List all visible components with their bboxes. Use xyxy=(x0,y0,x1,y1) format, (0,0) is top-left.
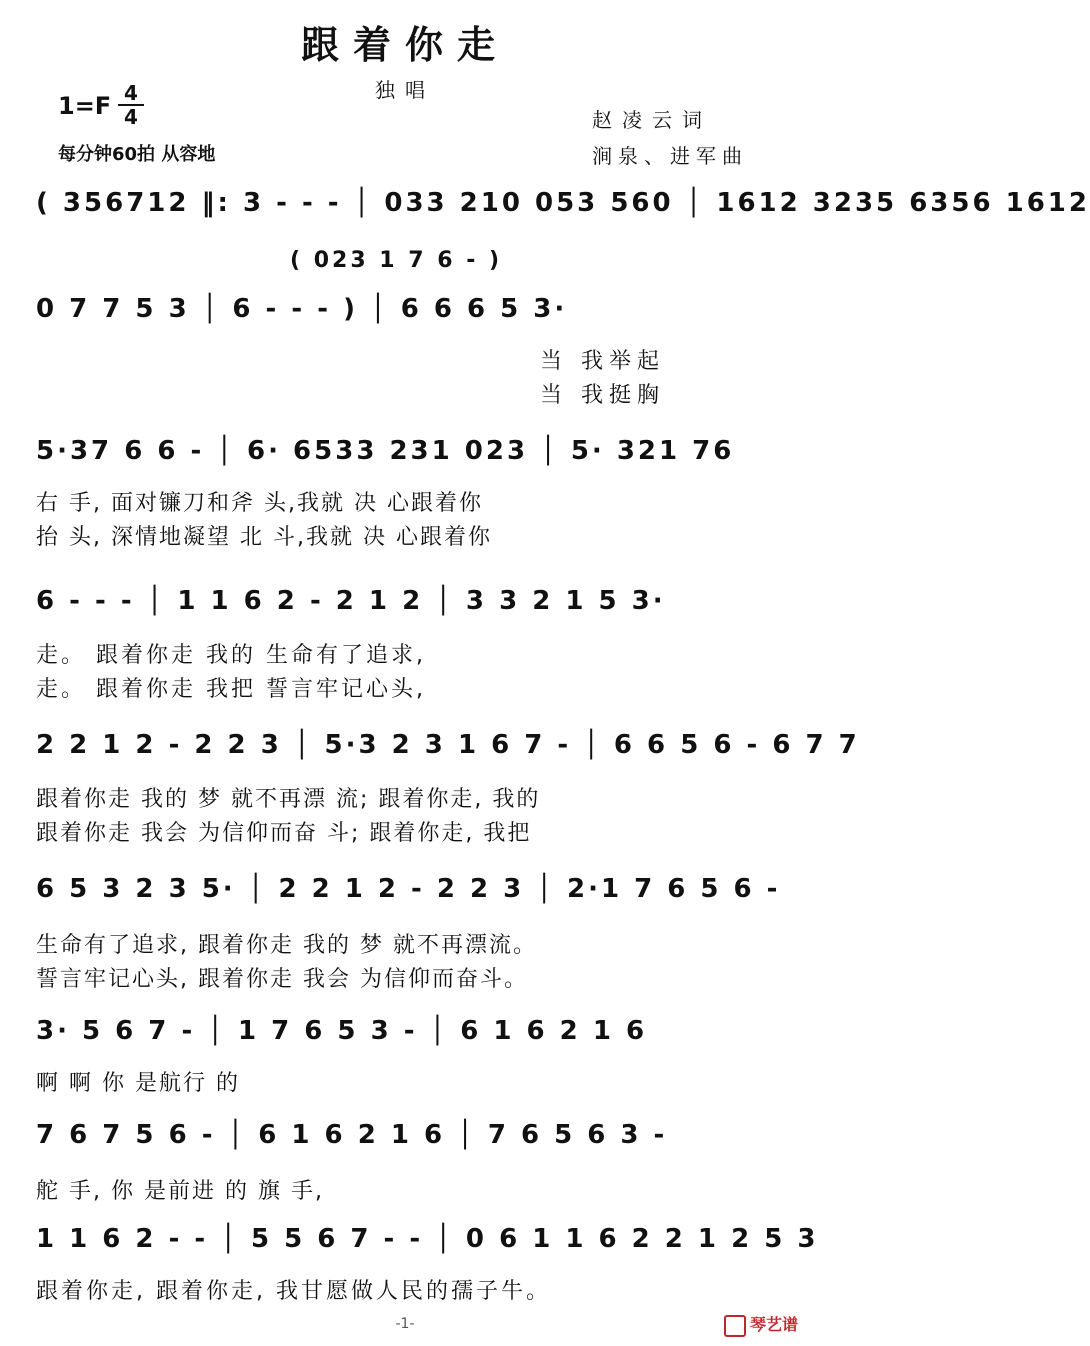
tempo-marking: 每分钟60拍 从容地 xyxy=(58,144,216,165)
logo-icon xyxy=(724,1315,746,1337)
time-signature xyxy=(118,82,144,128)
time-bottom: 4 xyxy=(118,104,144,128)
lyricist-credit: 赵凌云词 xyxy=(592,108,712,132)
lyrics-verse-2: 跟着你走 我会 为信仰而奋 斗; 跟着你走, 我把 xyxy=(36,821,532,846)
staff-row: 3· 5 6 7 - │ 1 7 6 5 3 - │ 6 1 6 2 1 6 xyxy=(36,1016,648,1046)
lyrics-verse-1: 当 我举起 xyxy=(540,349,665,374)
lyrics-verse-1: 舵 手, 你 是前进 的 旗 手, xyxy=(36,1179,324,1204)
lyrics-verse-1: 生命有了追求, 跟着你走 我的 梦 就不再漂流。 xyxy=(36,933,537,958)
lyrics-verse-2: 誓言牢记心头, 跟着你走 我会 为信仰而奋斗。 xyxy=(36,967,528,992)
lyrics-verse-2: 走。 跟着你走 我把 誓言牢记心头, xyxy=(36,677,426,702)
staff-row: 6 - - - │ 1 1 6 2 - 2 1 2 │ 3 3 2 1 5 3· xyxy=(36,586,666,616)
lyrics-verse-1: 右 手, 面对镰刀和斧 头,我就 决 心跟着你 xyxy=(36,491,483,516)
performance-type: 独唱 xyxy=(375,78,435,102)
lyrics-verse-2: 当 我挺胸 xyxy=(540,383,665,408)
staff-row: 6 5 3 2 3 5· │ 2 2 1 2 - 2 2 3 │ 2·1 7 6 5 6 - xyxy=(36,874,781,904)
site-logo xyxy=(724,1312,798,1337)
staff-row: 0 7 7 5 3 │ 6 - - - ) │ 6 6 6 5 3· xyxy=(36,294,568,324)
lyrics-verse-1: 跟着你走, 跟着你走, 我甘愿做人民的孺子牛。 xyxy=(36,1279,551,1304)
staff-row: 2 2 1 2 - 2 2 3 │ 5·3 2 3 1 6 7 - │ 6 6 5 6 - 6 7 7 xyxy=(36,730,860,760)
lyrics-verse-1: 啊 啊 你 是航行 的 xyxy=(36,1071,240,1096)
key-signature: 1=F xyxy=(58,92,112,120)
lyrics-verse-1: 跟着你走 我的 梦 就不再漂 流; 跟着你走, 我的 xyxy=(36,787,541,812)
staff-row: 5·37 6 6 - │ 6· 6533 231 023 │ 5· 321 76 xyxy=(36,436,735,466)
lyrics-verse-1: 走。 跟着你走 我的 生命有了追求, xyxy=(36,643,426,668)
staff-row: 7 6 7 5 6 - │ 6 1 6 2 1 6 │ 7 6 5 6 3 - xyxy=(36,1120,668,1150)
logo-text: 琴艺谱 xyxy=(749,1315,798,1334)
staff-row: ( 356712 ‖: 3 - - - │ 033 210 053 560 │ 1612 3235 6356 1612 xyxy=(36,188,1090,218)
page-number: -1- xyxy=(395,1316,415,1332)
composer-credit: 涧泉、进军曲 xyxy=(592,144,748,168)
staff-row: 1 1 6 2 - - │ 5 5 6 7 - - │ 0 6 1 1 6 2 2 1 2 5 3 xyxy=(36,1224,819,1254)
lyrics-verse-2: 抬 头, 深情地凝望 北 斗,我就 决 心跟着你 xyxy=(36,525,492,550)
song-title: 跟着你走 xyxy=(300,23,509,67)
time-top: 4 xyxy=(124,81,138,105)
staff-upper-voice: ( 023 1 7 6 - ) xyxy=(290,248,503,273)
